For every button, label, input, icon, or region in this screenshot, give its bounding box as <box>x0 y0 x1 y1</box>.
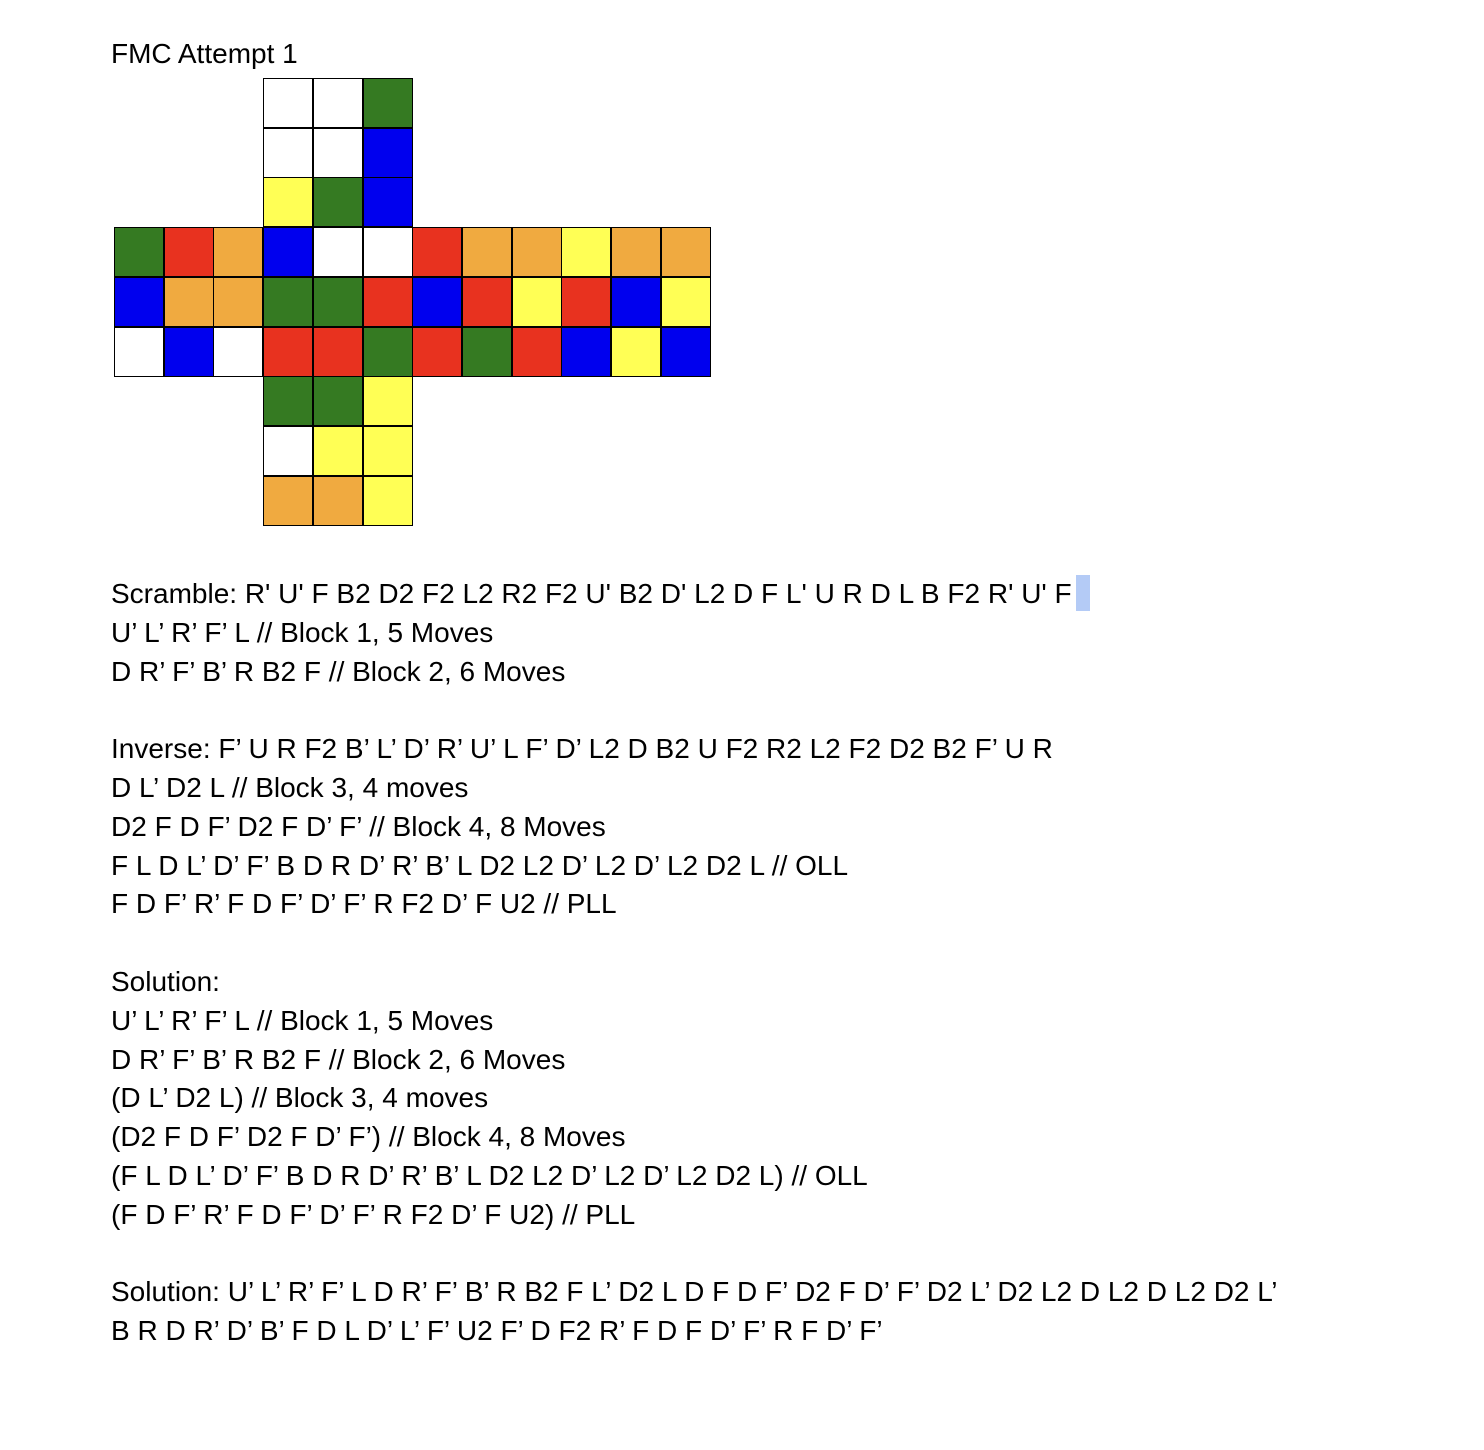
cube-sticker-up-2 <box>313 78 363 128</box>
cube-sticker-down-7 <box>263 476 313 526</box>
cube-sticker-back-2 <box>611 227 661 277</box>
blank-line <box>111 924 1278 963</box>
text-line-content: Solution: <box>111 965 220 997</box>
text-line-content: F D F’ R’ F D F’ D’ F’ R F2 D’ F U2 // PLL <box>111 888 617 920</box>
cube-sticker-left-3 <box>213 227 263 277</box>
cube-sticker-up-4 <box>263 128 313 178</box>
text-line <box>111 808 1278 847</box>
blank-line <box>111 691 1278 730</box>
cube-sticker-back-8 <box>611 327 661 377</box>
text-line-content: U’ L’ R’ F’ L // Block 1, 5 Moves <box>111 1004 494 1036</box>
cube-sticker-down-4 <box>263 426 313 476</box>
cube-sticker-left-7 <box>114 327 164 377</box>
cube-sticker-down-6 <box>363 426 413 476</box>
cube-sticker-back-3 <box>661 227 711 277</box>
text-selection-cursor <box>1076 575 1090 611</box>
cube-sticker-right-6 <box>512 277 562 327</box>
cube-sticker-down-5 <box>313 426 363 476</box>
text-line-content: F L D L’ D’ F’ B D R D’ R’ B’ L D2 L2 D’ L2 D’ L2 D2 L // OLL <box>111 849 849 881</box>
cube-sticker-front-3 <box>363 227 413 277</box>
cube-sticker-left-1 <box>114 227 164 277</box>
text-line <box>111 1118 1278 1157</box>
text-line-content: (D L’ D2 L) // Block 3, 4 moves <box>111 1082 489 1114</box>
cube-sticker-back-1 <box>561 227 611 277</box>
cube-sticker-up-7 <box>263 177 313 227</box>
text-line-content: B R D R’ D’ B’ F D L D’ L’ F’ U2 F’ D F2 R’ F D F D’ F’ R F D’ F’ <box>111 1315 883 1347</box>
cube-sticker-back-7 <box>561 327 611 377</box>
text-line <box>111 575 1278 614</box>
blank-line <box>111 1235 1278 1274</box>
text-line-content: D L’ D2 L // Block 3, 4 moves <box>111 771 469 803</box>
cube-sticker-down-8 <box>313 476 363 526</box>
cube-sticker-right-5 <box>462 277 512 327</box>
cube-sticker-up-6 <box>363 128 413 178</box>
cube-sticker-front-5 <box>313 277 363 327</box>
text-line <box>111 1312 1278 1351</box>
cube-sticker-back-4 <box>561 277 611 327</box>
text-line-content: Scramble: R' U' F B2 D2 F2 L2 R2 F2 U' B2 D' L2 D F L' U R D L B F2 R' U' F <box>111 578 1072 609</box>
cube-sticker-left-9 <box>213 327 263 377</box>
cube-sticker-down-1 <box>263 376 313 426</box>
text-line-content: D2 F D F’ D2 F D’ F’ // Block 4, 8 Moves <box>111 810 606 842</box>
cube-sticker-right-8 <box>462 327 512 377</box>
text-line <box>111 847 1278 886</box>
text-line-content: (D2 F D F’ D2 F D’ F’) // Block 4, 8 Moves <box>111 1121 626 1153</box>
document-title: FMC Attempt 1 <box>111 38 298 69</box>
cube-sticker-right-1 <box>412 227 462 277</box>
cube-sticker-front-2 <box>313 227 363 277</box>
cube-sticker-back-5 <box>611 277 661 327</box>
cube-sticker-back-9 <box>661 327 711 377</box>
text-line <box>111 730 1278 769</box>
cube-sticker-right-4 <box>412 277 462 327</box>
text-line <box>111 1002 1278 1041</box>
cube-sticker-up-9 <box>363 177 413 227</box>
text-line <box>111 1041 1278 1080</box>
text-line-content: U’ L’ R’ F’ L // Block 1, 5 Moves <box>111 616 494 648</box>
cube-sticker-left-8 <box>164 327 214 377</box>
cube-sticker-down-9 <box>363 476 413 526</box>
text-line-content: D R’ F’ B’ R B2 F // Block 2, 6 Moves <box>111 1043 566 1075</box>
text-line <box>111 963 1278 1002</box>
cube-net-diagram <box>114 78 711 526</box>
text-line-content: (F L D L’ D’ F’ B D R D’ R’ B’ L D2 L2 D’ L2 D’ L2 D2 L) // OLL <box>111 1159 868 1191</box>
cube-sticker-front-6 <box>363 277 413 327</box>
cube-sticker-right-3 <box>512 227 562 277</box>
cube-sticker-down-3 <box>363 376 413 426</box>
cube-sticker-right-7 <box>412 327 462 377</box>
cube-sticker-front-8 <box>313 327 363 377</box>
text-line <box>111 1273 1278 1312</box>
text-line <box>111 885 1278 924</box>
text-line-content: Solution: U’ L’ R’ F’ L D R’ F’ B’ R B2 F L’ D2 L D F D F’ D2 F D’ F’ D2 L’ D2 L2 D L2 D L2 D2 L’ <box>111 1276 1278 1308</box>
text-line-content: D R’ F’ B’ R B2 F // Block 2, 6 Moves <box>111 655 566 687</box>
cube-sticker-front-1 <box>263 227 313 277</box>
cube-sticker-up-8 <box>313 177 363 227</box>
document-body[interactable] <box>111 575 1278 1351</box>
text-line <box>111 769 1278 808</box>
cube-sticker-right-2 <box>462 227 512 277</box>
cube-sticker-left-5 <box>164 277 214 327</box>
cube-sticker-up-3 <box>363 78 413 128</box>
cube-sticker-front-4 <box>263 277 313 327</box>
text-line <box>111 614 1278 653</box>
cube-sticker-back-6 <box>661 277 711 327</box>
cube-sticker-up-1 <box>263 78 313 128</box>
cube-sticker-right-9 <box>512 327 562 377</box>
cube-sticker-up-5 <box>313 128 363 178</box>
text-line <box>111 653 1278 692</box>
cube-sticker-left-2 <box>164 227 214 277</box>
cube-sticker-front-9 <box>363 327 413 377</box>
text-line <box>111 1079 1278 1118</box>
text-line <box>111 1196 1278 1235</box>
cube-sticker-front-7 <box>263 327 313 377</box>
text-line <box>111 1157 1278 1196</box>
cube-sticker-down-2 <box>313 376 363 426</box>
text-line-content: Inverse: F’ U R F2 B’ L’ D’ R’ U’ L F’ D’ L2 D B2 U F2 R2 L2 F2 D2 B2 F’ U R <box>111 733 1053 765</box>
cube-sticker-left-6 <box>213 277 263 327</box>
text-line-content: (F D F’ R’ F D F’ D’ F’ R F2 D’ F U2) // PLL <box>111 1198 636 1230</box>
cube-sticker-left-4 <box>114 277 164 327</box>
